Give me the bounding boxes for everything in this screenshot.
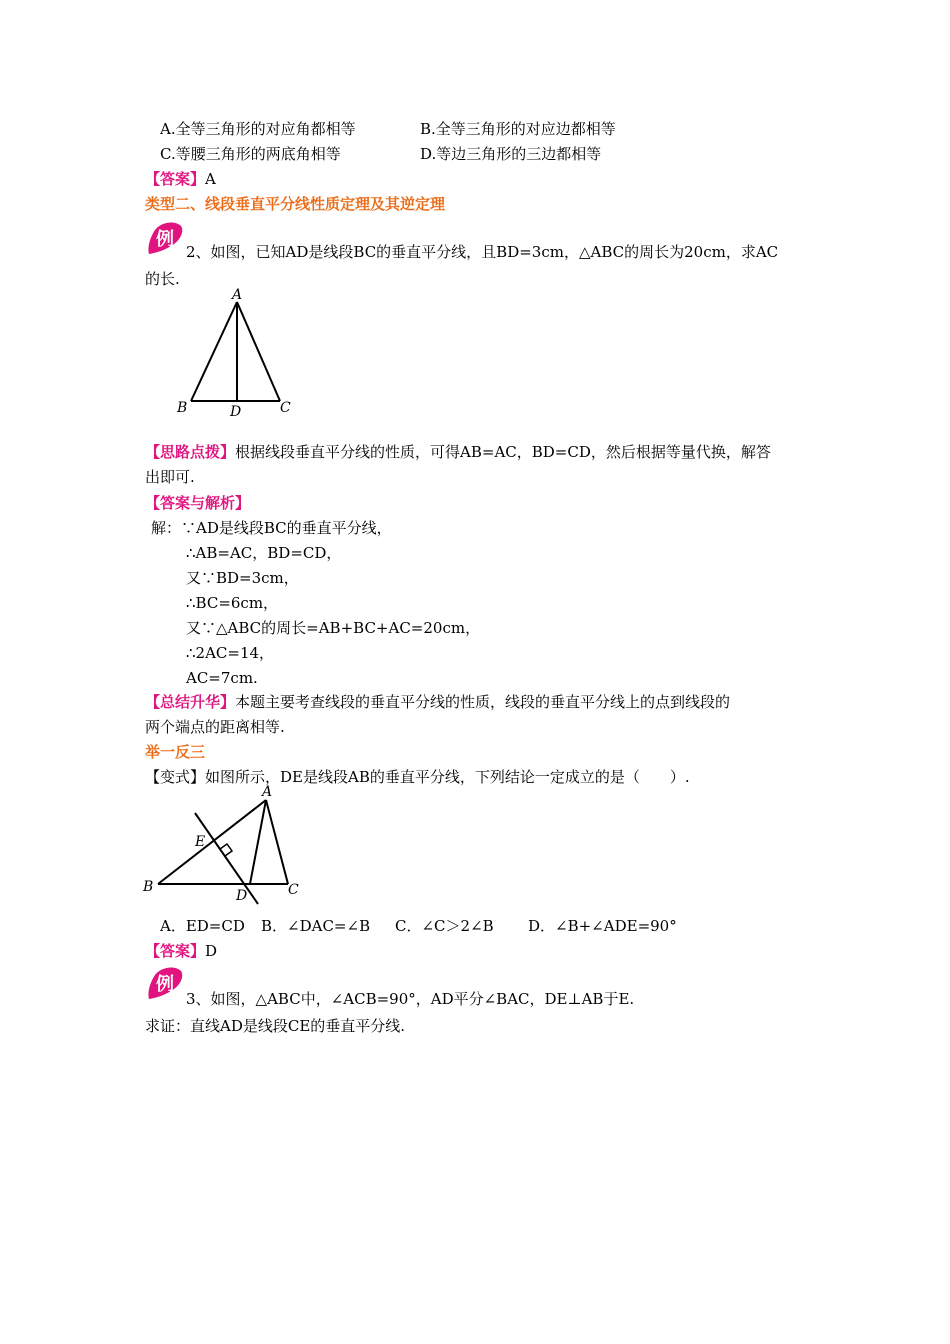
hint-text: 根据线段垂直平分线的性质，可得AB=AC，BD=CD，然后根据等量代换，解答 [235, 443, 771, 461]
answer-value: A [205, 170, 216, 188]
side-ac [237, 302, 280, 401]
variant-option-d: D．∠B+∠ADE=90° [528, 917, 677, 935]
variant-text: 如图所示，DE是线段AB的垂直平分线，下列结论一定成立的是（ ）. [205, 768, 690, 786]
label-d: D [236, 888, 248, 904]
example2-line2: 的长. [145, 270, 180, 288]
solution-line: AC=7cm. [186, 669, 258, 687]
side-ab [191, 302, 237, 401]
solution-line: 解：∵AD是线段BC的垂直平分线， [151, 519, 392, 537]
solution-line: ∴2AC=14， [186, 644, 275, 662]
example-badge-icon [145, 218, 185, 258]
figure-perpendicular-bisector [140, 783, 340, 908]
practice-title: 举一反三 [145, 743, 206, 761]
example2-line1: 2、如图，已知AD是线段BC的垂直平分线，且BD=3cm，△ABC的周长为20cm，求AC [186, 243, 779, 261]
variant-option-b: B．∠DAC=∠B [261, 917, 371, 935]
answer-1 [145, 169, 216, 189]
option-b: B.全等三角形的对应边都相等 [420, 120, 616, 138]
variant-option-c: C．∠C＞2∠B [395, 917, 494, 935]
label-d: D [230, 404, 242, 420]
label-c: C [288, 882, 299, 898]
label-a: A [232, 287, 243, 303]
label-c: C [280, 400, 291, 416]
solution-line: 又∵△ABC的周长=AB+BC+AC=20cm， [186, 619, 481, 637]
solution-label: 【答案与解析】 [145, 494, 251, 512]
solution-line: 又∵BD=3cm， [186, 569, 299, 587]
option-d: D.等边三角形的三边都相等 [420, 145, 602, 163]
answer-value: D [205, 942, 218, 960]
example3-line2: 求证：直线AD是线段CE的垂直平分线. [145, 1017, 406, 1035]
answer-label: 【答案】 [145, 942, 206, 960]
summary-line1 [145, 692, 730, 712]
variant-label: 【变式】 [145, 768, 206, 786]
segment-ad [250, 800, 266, 884]
summary-label: 【总结升华】 [145, 693, 236, 711]
hint-label: 【思路点拨】 [145, 443, 236, 461]
solution-line: ∴BC=6cm， [186, 594, 279, 612]
label-e: E [195, 834, 206, 850]
solution-line: ∴AB=AC，BD=CD， [186, 544, 342, 562]
example-badge-text: 例 [156, 974, 174, 995]
label-b: B [177, 400, 188, 416]
option-c: C.等腰三角形的两底角相等 [160, 145, 341, 163]
label-b: B [143, 879, 154, 895]
label-a: A [262, 784, 273, 800]
option-a: A.全等三角形的对应角都相等 [160, 120, 356, 138]
answer-label: 【答案】 [145, 170, 206, 188]
example3-line1: 3、如图，△ABC中，∠ACB=90°，AD平分∠BAC，DE⊥AB于E. [186, 990, 635, 1008]
example-badge-icon [145, 963, 185, 1003]
example-badge-text: 例 [156, 229, 174, 250]
line-de [195, 813, 258, 904]
summary-text: 本题主要考查线段的垂直平分线的性质，线段的垂直平分线上的点到线段的 [235, 693, 731, 711]
side-ac [266, 800, 288, 884]
hint-line2: 出即可. [145, 468, 195, 486]
variant-option-a: A．ED=CD [160, 917, 245, 935]
side-ab [158, 800, 266, 884]
answer-2 [145, 941, 217, 961]
hint-line1 [145, 442, 771, 462]
figure-triangle-abc [170, 285, 300, 420]
summary-line2: 两个端点的距离相等. [145, 718, 285, 736]
section-title: 类型二、线段垂直平分线性质定理及其逆定理 [145, 195, 446, 213]
